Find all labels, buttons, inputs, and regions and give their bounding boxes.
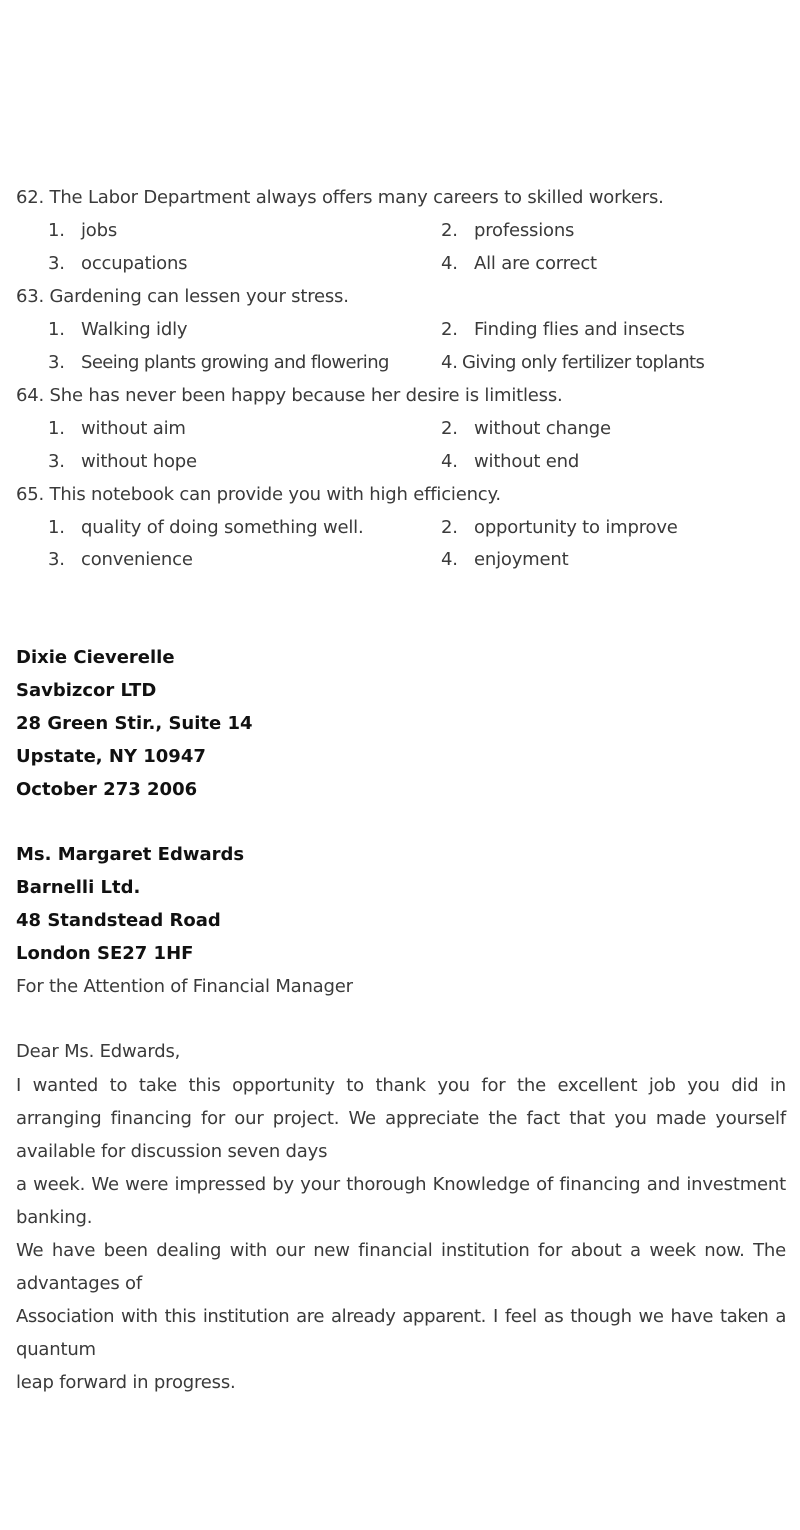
recipient-city: London SE27 1HF xyxy=(16,943,194,964)
letter-line-3: available for discussion seven days xyxy=(16,1141,328,1162)
question-62-option-4-number: 4. xyxy=(441,253,458,274)
question-64-option-1: without aim xyxy=(81,418,186,439)
letter-line-2: arranging financing for our project. We appreciate the fact that you made yourself xyxy=(16,1108,786,1129)
question-65-option-2: opportunity to improve xyxy=(474,517,678,538)
question-63-stem: 63. Gardening can lessen your stress. xyxy=(16,286,349,307)
question-64-option-1-number: 1. xyxy=(48,418,65,439)
question-62-option-1-number: 1. xyxy=(48,220,65,241)
question-62-option-2: professions xyxy=(474,220,575,241)
letter-date: October 273 2006 xyxy=(16,779,198,800)
letter-line-7: advantages of xyxy=(16,1273,142,1294)
question-64-option-4-number: 4. xyxy=(441,451,458,472)
recipient-name: Ms. Margaret Edwards xyxy=(16,844,245,865)
letter-line-9: quantum xyxy=(16,1339,96,1360)
question-64-option-2-number: 2. xyxy=(441,418,458,439)
question-63-option-1: Walking idly xyxy=(81,319,188,340)
question-64-option-3-number: 3. xyxy=(48,451,65,472)
question-62-option-1: jobs xyxy=(81,220,118,241)
letter-line-10: leap forward in progress. xyxy=(16,1372,236,1393)
recipient-street: 48 Standstead Road xyxy=(16,910,221,931)
recipient-company: Barnelli Ltd. xyxy=(16,877,141,898)
question-63-option-1-number: 1. xyxy=(48,319,65,340)
salutation: Dear Ms. Edwards, xyxy=(16,1041,181,1062)
question-64-option-3: without hope xyxy=(81,451,197,472)
sender-name: Dixie Cieverelle xyxy=(16,647,175,668)
letter-line-8: Association with this institution are already apparent. I feel as though we have taken a xyxy=(16,1306,786,1327)
question-62-option-3-number: 3. xyxy=(48,253,65,274)
question-64-option-4: without end xyxy=(474,451,580,472)
question-63-option-4: Giving only fertilizer toplants xyxy=(462,352,705,373)
letter-line-4: a week. We were impressed by your thorough Knowledge of financing and investment xyxy=(16,1174,786,1195)
letter-line-5: banking. xyxy=(16,1207,93,1228)
question-65-option-3-number: 3. xyxy=(48,549,65,570)
sender-city: Upstate, NY 10947 xyxy=(16,746,206,767)
question-65-stem: 65. This notebook can provide you with high efficiency. xyxy=(16,484,501,505)
question-63-option-2: Finding flies and insects xyxy=(474,319,685,340)
question-65-option-1-number: 1. xyxy=(48,517,65,538)
attention-line: For the Attention of Financial Manager xyxy=(16,976,353,997)
question-63-option-4-number: 4. xyxy=(441,352,458,373)
letter-line-1: I wanted to take this opportunity to thank you for the excellent job you did in xyxy=(16,1075,786,1096)
question-63-option-3-number: 3. xyxy=(48,352,65,373)
question-65-option-3: convenience xyxy=(81,549,193,570)
sender-company: Savbizcor LTD xyxy=(16,680,157,701)
question-64-stem: 64. She has never been happy because her desire is limitless. xyxy=(16,385,563,406)
question-62-stem: 62. The Labor Department always offers many careers to skilled workers. xyxy=(16,187,664,208)
question-63-option-2-number: 2. xyxy=(441,319,458,340)
question-65-option-4-number: 4. xyxy=(441,549,458,570)
question-65-option-2-number: 2. xyxy=(441,517,458,538)
letter-line-6: We have been dealing with our new financial institution for about a week now. The xyxy=(16,1240,786,1261)
question-62-option-4: All are correct xyxy=(474,253,597,274)
question-62-option-2-number: 2. xyxy=(441,220,458,241)
sender-street: 28 Green Stir., Suite 14 xyxy=(16,713,253,734)
question-65-option-4: enjoyment xyxy=(474,549,569,570)
question-65-option-1: quality of doing something well. xyxy=(81,517,364,538)
question-64-option-2: without change xyxy=(474,418,611,439)
question-63-option-3: Seeing plants growing and flowering xyxy=(81,352,389,373)
question-62-option-3: occupations xyxy=(81,253,188,274)
